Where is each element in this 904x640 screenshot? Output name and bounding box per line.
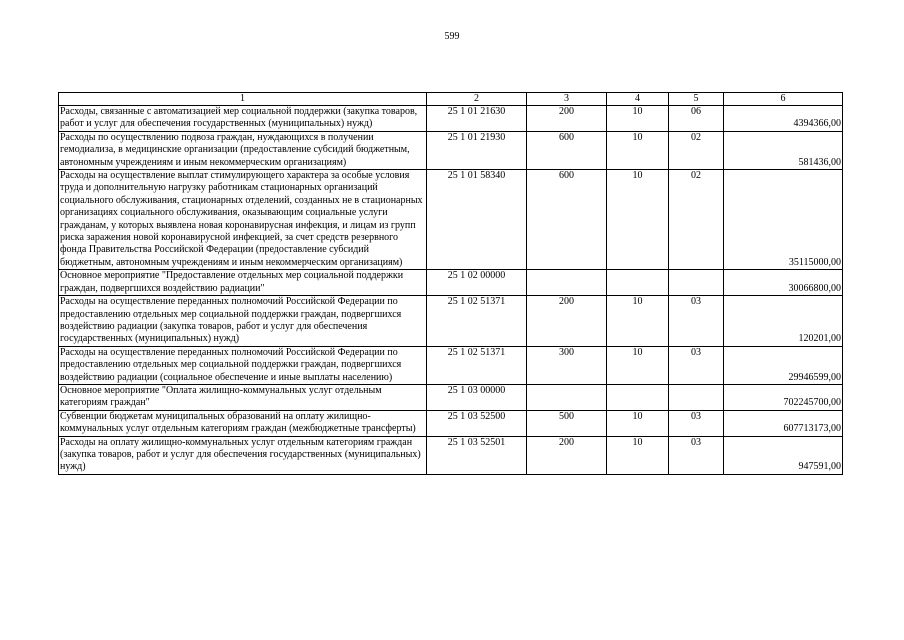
row-code: 25 1 03 52501 [427, 436, 527, 474]
row-col5 [669, 384, 724, 410]
row-col3: 200 [527, 296, 607, 347]
row-description: Субвенции бюджетам муниципальных образований на оплату жилищно-коммунальных услуг отдельным категориям граждан (межбюджетные трансферты) [59, 410, 427, 436]
row-col5: 03 [669, 436, 724, 474]
row-col4: 10 [607, 131, 669, 169]
row-col5: 06 [669, 106, 724, 132]
row-code: 25 1 03 00000 [427, 384, 527, 410]
row-amount: 120201,00 [724, 296, 843, 347]
row-code: 25 1 01 58340 [427, 170, 527, 270]
row-col3: 200 [527, 106, 607, 132]
row-col3: 500 [527, 410, 607, 436]
budget-table [58, 92, 843, 475]
row-amount: 702245700,00 [724, 384, 843, 410]
row-description: Расходы на осуществление выплат стимулирующего характера за особые условия труда и дополнительную нагрузку работникам стационарных организаций социального обслуживания, стационарных отделений, созданных не в стационарных организациях социального обслуживания, оказывающим социальные услуги гражданам, у которых выявлена новая коронавирусная инфекция, и лицам из групп риска заражения новой коронавирусной инфекцией, за счет средств резервного фонда Правительства Российской Федерации (предоставление субсидий бюджетным, автономным учреждениям и иным некоммерческим организациям) [59, 170, 427, 270]
header-cell: 4 [607, 93, 669, 106]
row-code: 25 1 02 00000 [427, 270, 527, 296]
row-code: 25 1 02 51371 [427, 296, 527, 347]
table-header-row [59, 93, 843, 106]
row-description: Расходы, связанные с автоматизацией мер социальной поддержки (закупка товаров, работ и услуг для обеспечения государственных (муниципальных) нужд) [59, 106, 427, 132]
row-col5: 03 [669, 296, 724, 347]
row-col3 [527, 384, 607, 410]
header-cell: 6 [724, 93, 843, 106]
row-description: Расходы на осуществление переданных полномочий Российской Федерации по предоставлению отдельных мер социальной поддержки граждан, подвергшихся воздействию радиации (социальное обеспечение и иные выплаты населению) [59, 346, 427, 384]
row-description: Расходы по осуществлению подвоза граждан, нуждающихся в получении гемодиализа, в медицинские организации (предоставление субсидий бюджетным, автономным учреждениям и иным некоммерческим организациям) [59, 131, 427, 169]
table-row [59, 131, 843, 169]
row-amount: 29946599,00 [724, 346, 843, 384]
table-row [59, 436, 843, 474]
row-col5: 03 [669, 346, 724, 384]
row-description: Основное мероприятие "Предоставление отдельных мер социальной поддержки граждан, подвергшихся воздействию радиации" [59, 270, 427, 296]
row-code: 25 1 02 51371 [427, 346, 527, 384]
row-col4: 10 [607, 410, 669, 436]
header-cell: 1 [59, 93, 427, 106]
row-col4: 10 [607, 436, 669, 474]
row-col5 [669, 270, 724, 296]
row-col4: 10 [607, 296, 669, 347]
row-description: Расходы на оплату жилищно-коммунальных услуг отдельным категориям граждан (закупка товаров, работ и услуг для обеспечения государственных (муниципальных) нужд) [59, 436, 427, 474]
row-col4: 10 [607, 170, 669, 270]
row-amount: 35115000,00 [724, 170, 843, 270]
page-number: 599 [444, 31, 460, 42]
row-col5: 02 [669, 170, 724, 270]
table-row [59, 270, 843, 296]
row-col4 [607, 384, 669, 410]
row-col4: 10 [607, 106, 669, 132]
row-code: 25 1 03 52500 [427, 410, 527, 436]
header-cell: 5 [669, 93, 724, 106]
row-code: 25 1 01 21930 [427, 131, 527, 169]
row-code: 25 1 01 21630 [427, 106, 527, 132]
row-col4 [607, 270, 669, 296]
table-row [59, 346, 843, 384]
row-amount: 581436,00 [724, 131, 843, 169]
table-row [59, 106, 843, 132]
row-col3 [527, 270, 607, 296]
row-amount: 30066800,00 [724, 270, 843, 296]
row-col5: 02 [669, 131, 724, 169]
row-col3: 300 [527, 346, 607, 384]
row-description: Расходы на осуществление переданных полномочий Российской Федерации по предоставлению отдельных мер социальной поддержки граждан, подвергшихся воздействию радиации (закупка товаров, работ и услуг для обеспечения государственных (муниципальных) нужд) [59, 296, 427, 347]
row-col4: 10 [607, 346, 669, 384]
table-row [59, 296, 843, 347]
row-amount: 4394366,00 [724, 106, 843, 132]
table-row [59, 170, 843, 270]
table-row [59, 384, 843, 410]
table-row [59, 410, 843, 436]
header-cell: 3 [527, 93, 607, 106]
header-cell: 2 [427, 93, 527, 106]
row-amount: 607713173,00 [724, 410, 843, 436]
row-description: Основное мероприятие "Оплата жилищно-коммунальных услуг отдельным категориям граждан" [59, 384, 427, 410]
row-col5: 03 [669, 410, 724, 436]
row-col3: 600 [527, 131, 607, 169]
row-col3: 600 [527, 170, 607, 270]
row-amount: 947591,00 [724, 436, 843, 474]
row-col3: 200 [527, 436, 607, 474]
